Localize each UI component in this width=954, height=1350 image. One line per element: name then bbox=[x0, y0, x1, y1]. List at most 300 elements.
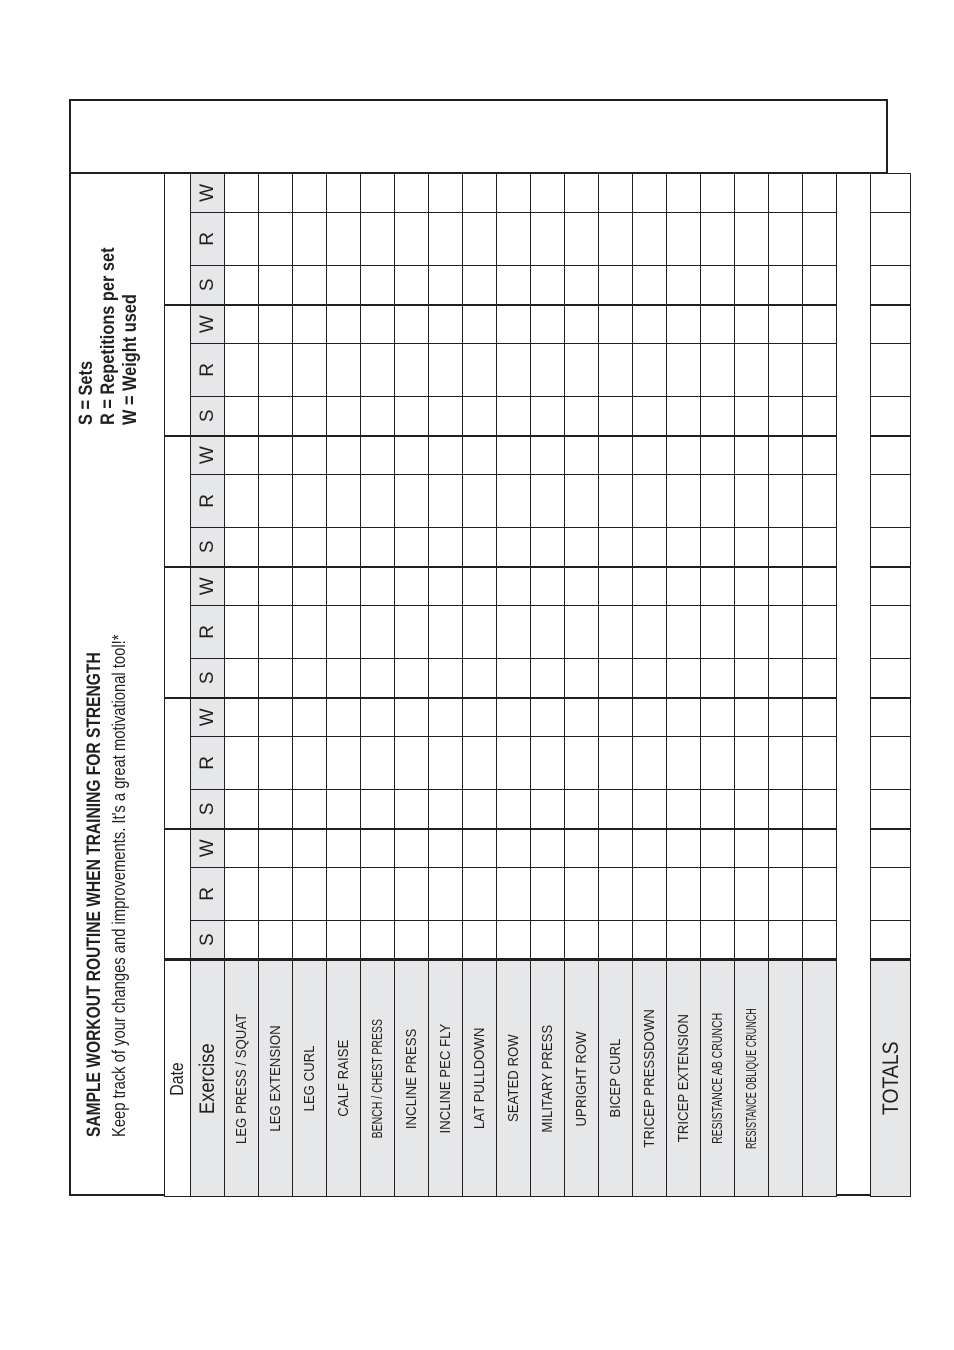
log-cell[interactable] bbox=[531, 829, 565, 868]
log-cell[interactable] bbox=[395, 736, 429, 789]
log-cell[interactable] bbox=[361, 396, 395, 435]
log-cell[interactable] bbox=[667, 790, 701, 829]
log-cell[interactable] bbox=[701, 567, 735, 606]
log-cell[interactable] bbox=[429, 265, 463, 304]
log-cell[interactable] bbox=[293, 265, 327, 304]
log-cell[interactable] bbox=[599, 212, 633, 265]
log-cell[interactable] bbox=[701, 736, 735, 789]
log-cell[interactable] bbox=[361, 867, 395, 920]
log-cell[interactable] bbox=[361, 343, 395, 396]
log-cell[interactable] bbox=[225, 658, 259, 697]
log-cell[interactable] bbox=[667, 698, 701, 737]
log-cell[interactable] bbox=[599, 265, 633, 304]
log-cell[interactable] bbox=[395, 867, 429, 920]
log-cell[interactable] bbox=[769, 265, 803, 304]
log-cell[interactable] bbox=[327, 605, 361, 658]
totals-cell[interactable] bbox=[871, 829, 911, 868]
log-cell[interactable] bbox=[361, 921, 395, 960]
log-cell[interactable] bbox=[463, 567, 497, 606]
log-cell[interactable] bbox=[803, 174, 837, 213]
log-cell[interactable] bbox=[803, 867, 837, 920]
totals-cell[interactable] bbox=[871, 174, 911, 213]
log-cell[interactable] bbox=[497, 174, 531, 213]
log-cell[interactable] bbox=[361, 829, 395, 868]
log-cell[interactable] bbox=[769, 343, 803, 396]
log-cell[interactable] bbox=[565, 829, 599, 868]
log-cell[interactable] bbox=[497, 698, 531, 737]
date-cell-session-6[interactable] bbox=[165, 174, 191, 305]
log-cell[interactable] bbox=[633, 790, 667, 829]
log-cell[interactable] bbox=[327, 698, 361, 737]
totals-cell[interactable] bbox=[871, 305, 911, 344]
totals-cell[interactable] bbox=[871, 527, 911, 566]
log-cell[interactable] bbox=[225, 698, 259, 737]
log-cell[interactable] bbox=[361, 567, 395, 606]
log-cell[interactable] bbox=[599, 921, 633, 960]
log-cell[interactable] bbox=[633, 736, 667, 789]
log-cell[interactable] bbox=[225, 343, 259, 396]
log-cell[interactable] bbox=[531, 305, 565, 344]
log-cell[interactable] bbox=[463, 436, 497, 475]
log-cell[interactable] bbox=[769, 867, 803, 920]
log-cell[interactable] bbox=[361, 527, 395, 566]
log-cell[interactable] bbox=[293, 396, 327, 435]
log-cell[interactable] bbox=[429, 174, 463, 213]
log-cell[interactable] bbox=[565, 605, 599, 658]
log-cell[interactable] bbox=[463, 174, 497, 213]
totals-cell[interactable] bbox=[871, 474, 911, 527]
log-cell[interactable] bbox=[701, 867, 735, 920]
date-cell-session-4[interactable] bbox=[165, 436, 191, 567]
log-cell[interactable] bbox=[769, 921, 803, 960]
log-cell[interactable] bbox=[667, 658, 701, 697]
log-cell[interactable] bbox=[701, 343, 735, 396]
log-cell[interactable] bbox=[429, 212, 463, 265]
log-cell[interactable] bbox=[361, 212, 395, 265]
log-cell[interactable] bbox=[225, 436, 259, 475]
log-cell[interactable] bbox=[599, 698, 633, 737]
log-cell[interactable] bbox=[463, 343, 497, 396]
log-cell[interactable] bbox=[293, 921, 327, 960]
totals-cell[interactable] bbox=[871, 736, 911, 789]
log-cell[interactable] bbox=[259, 212, 293, 265]
log-cell[interactable] bbox=[633, 921, 667, 960]
log-cell[interactable] bbox=[633, 567, 667, 606]
log-cell[interactable] bbox=[769, 658, 803, 697]
log-cell[interactable] bbox=[769, 736, 803, 789]
log-cell[interactable] bbox=[633, 343, 667, 396]
totals-cell[interactable] bbox=[871, 567, 911, 606]
log-cell[interactable] bbox=[565, 867, 599, 920]
log-cell[interactable] bbox=[463, 736, 497, 789]
log-cell[interactable] bbox=[633, 396, 667, 435]
log-cell[interactable] bbox=[633, 436, 667, 475]
log-cell[interactable] bbox=[531, 527, 565, 566]
log-cell[interactable] bbox=[395, 790, 429, 829]
log-cell[interactable] bbox=[565, 396, 599, 435]
log-cell[interactable] bbox=[565, 265, 599, 304]
log-cell[interactable] bbox=[497, 829, 531, 868]
log-cell[interactable] bbox=[361, 698, 395, 737]
log-cell[interactable] bbox=[633, 829, 667, 868]
log-cell[interactable] bbox=[395, 605, 429, 658]
totals-cell[interactable] bbox=[871, 790, 911, 829]
date-cell-session-2[interactable] bbox=[165, 698, 191, 829]
log-cell[interactable] bbox=[735, 829, 769, 868]
log-cell[interactable] bbox=[259, 567, 293, 606]
log-cell[interactable] bbox=[667, 474, 701, 527]
log-cell[interactable] bbox=[735, 698, 769, 737]
log-cell[interactable] bbox=[769, 174, 803, 213]
log-cell[interactable] bbox=[667, 605, 701, 658]
log-cell[interactable] bbox=[667, 265, 701, 304]
log-cell[interactable] bbox=[633, 698, 667, 737]
log-cell[interactable] bbox=[633, 174, 667, 213]
log-cell[interactable] bbox=[497, 436, 531, 475]
log-cell[interactable] bbox=[463, 658, 497, 697]
log-cell[interactable] bbox=[259, 343, 293, 396]
log-cell[interactable] bbox=[293, 474, 327, 527]
log-cell[interactable] bbox=[531, 605, 565, 658]
log-cell[interactable] bbox=[497, 790, 531, 829]
log-cell[interactable] bbox=[395, 658, 429, 697]
log-cell[interactable] bbox=[327, 396, 361, 435]
log-cell[interactable] bbox=[565, 658, 599, 697]
log-cell[interactable] bbox=[735, 867, 769, 920]
log-cell[interactable] bbox=[735, 474, 769, 527]
log-cell[interactable] bbox=[769, 212, 803, 265]
log-cell[interactable] bbox=[293, 567, 327, 606]
log-cell[interactable] bbox=[497, 265, 531, 304]
log-cell[interactable] bbox=[565, 698, 599, 737]
log-cell[interactable] bbox=[701, 265, 735, 304]
log-cell[interactable] bbox=[667, 396, 701, 435]
log-cell[interactable] bbox=[531, 343, 565, 396]
log-cell[interactable] bbox=[361, 474, 395, 527]
log-cell[interactable] bbox=[803, 829, 837, 868]
log-cell[interactable] bbox=[327, 436, 361, 475]
log-cell[interactable] bbox=[735, 265, 769, 304]
log-cell[interactable] bbox=[225, 736, 259, 789]
log-cell[interactable] bbox=[599, 790, 633, 829]
log-cell[interactable] bbox=[701, 605, 735, 658]
log-cell[interactable] bbox=[735, 605, 769, 658]
log-cell[interactable] bbox=[599, 474, 633, 527]
log-cell[interactable] bbox=[531, 658, 565, 697]
log-cell[interactable] bbox=[293, 867, 327, 920]
log-cell[interactable] bbox=[735, 567, 769, 606]
log-cell[interactable] bbox=[667, 343, 701, 396]
log-cell[interactable] bbox=[633, 212, 667, 265]
log-cell[interactable] bbox=[667, 174, 701, 213]
log-cell[interactable] bbox=[225, 921, 259, 960]
log-cell[interactable] bbox=[735, 436, 769, 475]
log-cell[interactable] bbox=[361, 605, 395, 658]
log-cell[interactable] bbox=[735, 527, 769, 566]
log-cell[interactable] bbox=[429, 305, 463, 344]
log-cell[interactable] bbox=[599, 343, 633, 396]
totals-cell[interactable] bbox=[871, 436, 911, 475]
log-cell[interactable] bbox=[463, 265, 497, 304]
log-cell[interactable] bbox=[429, 605, 463, 658]
log-cell[interactable] bbox=[429, 343, 463, 396]
log-cell[interactable] bbox=[463, 212, 497, 265]
log-cell[interactable] bbox=[497, 396, 531, 435]
log-cell[interactable] bbox=[463, 829, 497, 868]
log-cell[interactable] bbox=[599, 567, 633, 606]
log-cell[interactable] bbox=[633, 605, 667, 658]
log-cell[interactable] bbox=[361, 790, 395, 829]
totals-cell[interactable] bbox=[871, 867, 911, 920]
totals-cell[interactable] bbox=[871, 212, 911, 265]
log-cell[interactable] bbox=[293, 212, 327, 265]
log-cell[interactable] bbox=[701, 474, 735, 527]
log-cell[interactable] bbox=[463, 305, 497, 344]
log-cell[interactable] bbox=[633, 867, 667, 920]
log-cell[interactable] bbox=[225, 867, 259, 920]
log-cell[interactable] bbox=[327, 867, 361, 920]
log-cell[interactable] bbox=[599, 736, 633, 789]
log-cell[interactable] bbox=[701, 436, 735, 475]
log-cell[interactable] bbox=[667, 921, 701, 960]
log-cell[interactable] bbox=[361, 174, 395, 213]
log-cell[interactable] bbox=[531, 212, 565, 265]
log-cell[interactable] bbox=[803, 567, 837, 606]
log-cell[interactable] bbox=[565, 567, 599, 606]
log-cell[interactable] bbox=[667, 527, 701, 566]
log-cell[interactable] bbox=[497, 212, 531, 265]
log-cell[interactable] bbox=[463, 396, 497, 435]
log-cell[interactable] bbox=[259, 867, 293, 920]
log-cell[interactable] bbox=[327, 343, 361, 396]
log-cell[interactable] bbox=[395, 567, 429, 606]
log-cell[interactable] bbox=[735, 736, 769, 789]
log-cell[interactable] bbox=[463, 698, 497, 737]
log-cell[interactable] bbox=[327, 474, 361, 527]
log-cell[interactable] bbox=[497, 527, 531, 566]
log-cell[interactable] bbox=[293, 605, 327, 658]
log-cell[interactable] bbox=[633, 527, 667, 566]
log-cell[interactable] bbox=[327, 658, 361, 697]
log-cell[interactable] bbox=[361, 436, 395, 475]
log-cell[interactable] bbox=[395, 343, 429, 396]
log-cell[interactable] bbox=[497, 736, 531, 789]
log-cell[interactable] bbox=[463, 605, 497, 658]
log-cell[interactable] bbox=[259, 736, 293, 789]
log-cell[interactable] bbox=[463, 474, 497, 527]
log-cell[interactable] bbox=[803, 790, 837, 829]
log-cell[interactable] bbox=[259, 474, 293, 527]
log-cell[interactable] bbox=[667, 212, 701, 265]
log-cell[interactable] bbox=[429, 790, 463, 829]
log-cell[interactable] bbox=[735, 305, 769, 344]
log-cell[interactable] bbox=[599, 829, 633, 868]
log-cell[interactable] bbox=[735, 396, 769, 435]
log-cell[interactable] bbox=[327, 829, 361, 868]
log-cell[interactable] bbox=[599, 396, 633, 435]
totals-cell[interactable] bbox=[871, 605, 911, 658]
log-cell[interactable] bbox=[497, 343, 531, 396]
log-cell[interactable] bbox=[769, 436, 803, 475]
log-cell[interactable] bbox=[259, 527, 293, 566]
date-cell-session-5[interactable] bbox=[165, 305, 191, 436]
log-cell[interactable] bbox=[565, 343, 599, 396]
log-cell[interactable] bbox=[429, 921, 463, 960]
log-cell[interactable] bbox=[497, 658, 531, 697]
log-cell[interactable] bbox=[769, 605, 803, 658]
log-cell[interactable] bbox=[531, 736, 565, 789]
log-cell[interactable] bbox=[293, 527, 327, 566]
totals-cell[interactable] bbox=[871, 343, 911, 396]
log-cell[interactable] bbox=[361, 265, 395, 304]
log-cell[interactable] bbox=[293, 829, 327, 868]
log-cell[interactable] bbox=[259, 436, 293, 475]
log-cell[interactable] bbox=[769, 829, 803, 868]
totals-cell[interactable] bbox=[871, 698, 911, 737]
log-cell[interactable] bbox=[293, 658, 327, 697]
log-cell[interactable] bbox=[429, 698, 463, 737]
log-cell[interactable] bbox=[531, 436, 565, 475]
log-cell[interactable] bbox=[225, 305, 259, 344]
log-cell[interactable] bbox=[701, 527, 735, 566]
log-cell[interactable] bbox=[803, 265, 837, 304]
log-cell[interactable] bbox=[259, 698, 293, 737]
log-cell[interactable] bbox=[565, 921, 599, 960]
log-cell[interactable] bbox=[327, 567, 361, 606]
log-cell[interactable] bbox=[701, 305, 735, 344]
log-cell[interactable] bbox=[293, 790, 327, 829]
log-cell[interactable] bbox=[463, 921, 497, 960]
log-cell[interactable] bbox=[701, 658, 735, 697]
log-cell[interactable] bbox=[531, 265, 565, 304]
log-cell[interactable] bbox=[701, 396, 735, 435]
log-cell[interactable] bbox=[395, 921, 429, 960]
log-cell[interactable] bbox=[395, 305, 429, 344]
log-cell[interactable] bbox=[701, 698, 735, 737]
log-cell[interactable] bbox=[531, 698, 565, 737]
log-cell[interactable] bbox=[565, 305, 599, 344]
log-cell[interactable] bbox=[361, 305, 395, 344]
log-cell[interactable] bbox=[633, 265, 667, 304]
log-cell[interactable] bbox=[667, 867, 701, 920]
log-cell[interactable] bbox=[497, 605, 531, 658]
log-cell[interactable] bbox=[803, 736, 837, 789]
log-cell[interactable] bbox=[225, 265, 259, 304]
totals-cell[interactable] bbox=[871, 265, 911, 304]
log-cell[interactable] bbox=[259, 658, 293, 697]
log-cell[interactable] bbox=[701, 174, 735, 213]
log-cell[interactable] bbox=[565, 174, 599, 213]
log-cell[interactable] bbox=[327, 265, 361, 304]
log-cell[interactable] bbox=[429, 474, 463, 527]
log-cell[interactable] bbox=[293, 305, 327, 344]
log-cell[interactable] bbox=[327, 174, 361, 213]
log-cell[interactable] bbox=[701, 921, 735, 960]
log-cell[interactable] bbox=[769, 396, 803, 435]
log-cell[interactable] bbox=[565, 790, 599, 829]
log-cell[interactable] bbox=[259, 174, 293, 213]
log-cell[interactable] bbox=[361, 658, 395, 697]
log-cell[interactable] bbox=[803, 921, 837, 960]
log-cell[interactable] bbox=[497, 305, 531, 344]
log-cell[interactable] bbox=[565, 436, 599, 475]
date-cell-session-1[interactable] bbox=[165, 829, 191, 960]
log-cell[interactable] bbox=[463, 790, 497, 829]
log-cell[interactable] bbox=[497, 867, 531, 920]
log-cell[interactable] bbox=[429, 658, 463, 697]
log-cell[interactable] bbox=[565, 736, 599, 789]
log-cell[interactable] bbox=[225, 174, 259, 213]
log-cell[interactable] bbox=[225, 474, 259, 527]
log-cell[interactable] bbox=[395, 174, 429, 213]
log-cell[interactable] bbox=[701, 212, 735, 265]
log-cell[interactable] bbox=[225, 605, 259, 658]
log-cell[interactable] bbox=[667, 436, 701, 475]
date-cell-session-3[interactable] bbox=[165, 567, 191, 698]
log-cell[interactable] bbox=[803, 474, 837, 527]
log-cell[interactable] bbox=[531, 867, 565, 920]
log-cell[interactable] bbox=[395, 829, 429, 868]
log-cell[interactable] bbox=[667, 305, 701, 344]
log-cell[interactable] bbox=[531, 790, 565, 829]
log-cell[interactable] bbox=[565, 474, 599, 527]
log-cell[interactable] bbox=[293, 343, 327, 396]
log-cell[interactable] bbox=[633, 658, 667, 697]
log-cell[interactable] bbox=[361, 736, 395, 789]
log-cell[interactable] bbox=[225, 396, 259, 435]
log-cell[interactable] bbox=[735, 212, 769, 265]
log-cell[interactable] bbox=[633, 474, 667, 527]
log-cell[interactable] bbox=[565, 212, 599, 265]
log-cell[interactable] bbox=[259, 396, 293, 435]
log-cell[interactable] bbox=[769, 698, 803, 737]
log-cell[interactable] bbox=[429, 436, 463, 475]
log-cell[interactable] bbox=[293, 698, 327, 737]
log-cell[interactable] bbox=[497, 474, 531, 527]
log-cell[interactable] bbox=[463, 867, 497, 920]
log-cell[interactable] bbox=[803, 658, 837, 697]
log-cell[interactable] bbox=[803, 343, 837, 396]
log-cell[interactable] bbox=[531, 921, 565, 960]
log-cell[interactable] bbox=[293, 736, 327, 789]
log-cell[interactable] bbox=[803, 527, 837, 566]
log-cell[interactable] bbox=[803, 698, 837, 737]
log-cell[interactable] bbox=[293, 436, 327, 475]
log-cell[interactable] bbox=[735, 174, 769, 213]
log-cell[interactable] bbox=[429, 867, 463, 920]
log-cell[interactable] bbox=[395, 396, 429, 435]
totals-cell[interactable] bbox=[871, 396, 911, 435]
log-cell[interactable] bbox=[293, 174, 327, 213]
log-cell[interactable] bbox=[531, 474, 565, 527]
log-cell[interactable] bbox=[327, 736, 361, 789]
log-cell[interactable] bbox=[599, 174, 633, 213]
log-cell[interactable] bbox=[667, 567, 701, 606]
log-cell[interactable] bbox=[565, 527, 599, 566]
log-cell[interactable] bbox=[599, 658, 633, 697]
log-cell[interactable] bbox=[599, 305, 633, 344]
log-cell[interactable] bbox=[225, 527, 259, 566]
log-cell[interactable] bbox=[769, 474, 803, 527]
log-cell[interactable] bbox=[599, 527, 633, 566]
log-cell[interactable] bbox=[395, 527, 429, 566]
log-cell[interactable] bbox=[225, 829, 259, 868]
log-cell[interactable] bbox=[599, 605, 633, 658]
log-cell[interactable] bbox=[259, 790, 293, 829]
log-cell[interactable] bbox=[531, 396, 565, 435]
log-cell[interactable] bbox=[429, 396, 463, 435]
log-cell[interactable] bbox=[735, 658, 769, 697]
